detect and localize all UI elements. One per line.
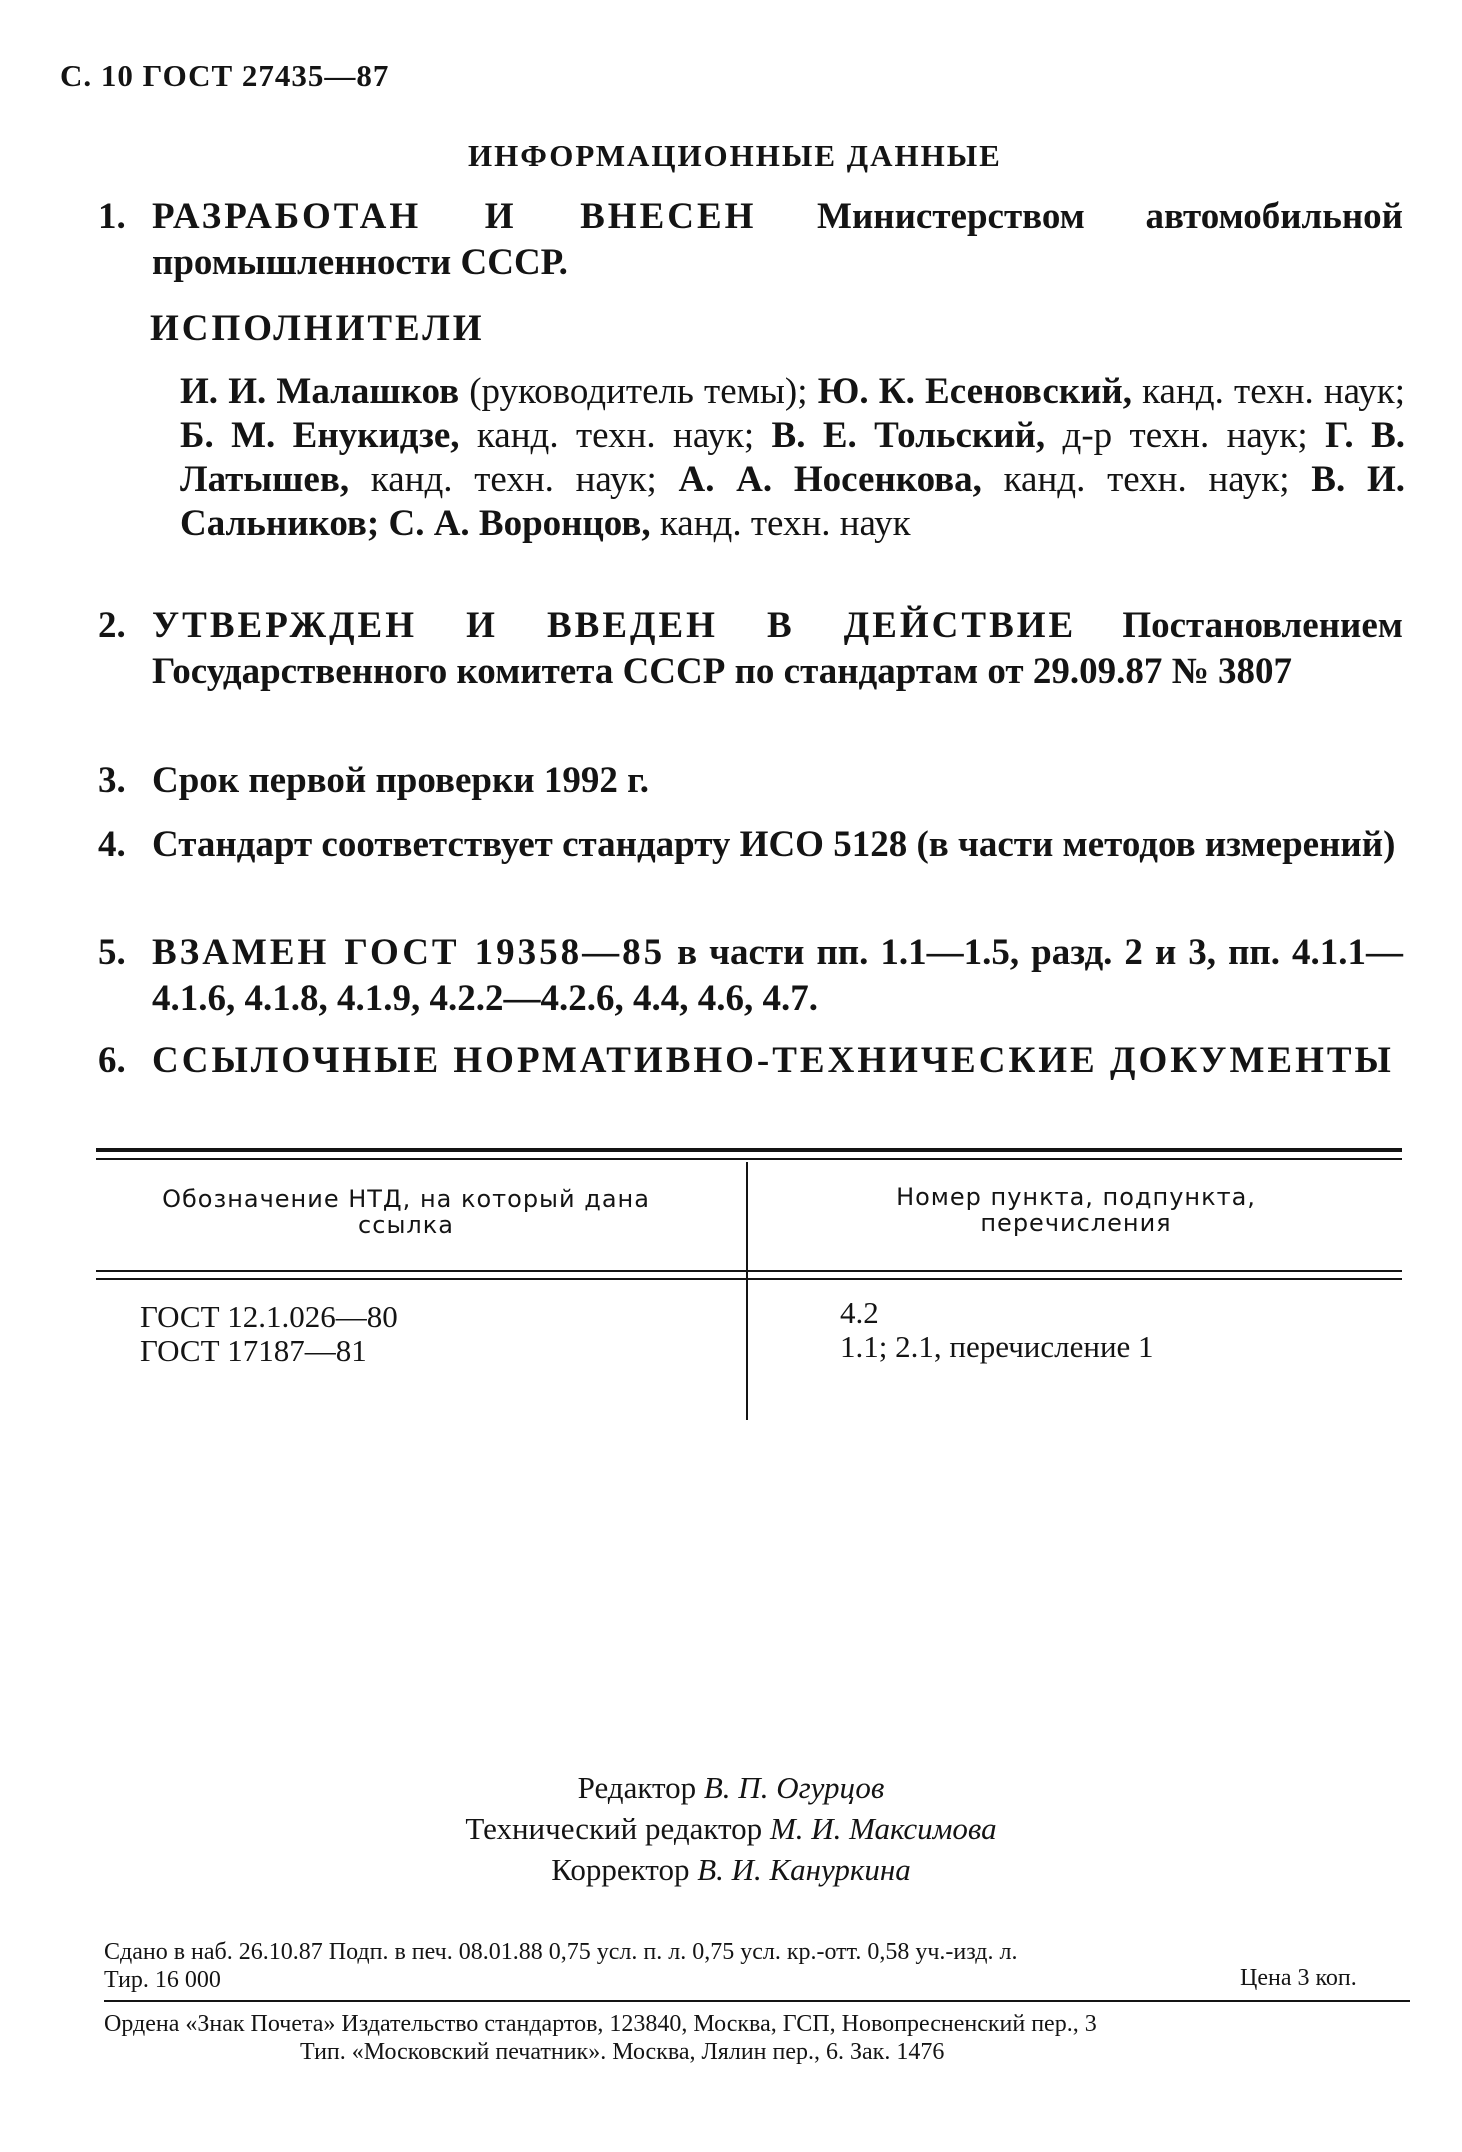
credit-name: В. И. Кануркина [697,1852,911,1887]
executors-list [180,370,1405,546]
item-caps: ССЫЛОЧНЫЕ НОРМАТИВНО-ТЕХНИЧЕСКИЕ ДОКУМЕНТЫ [152,1040,1394,1081]
item-body [152,930,1403,1022]
executor-name: Б. М. Енукидзе, [180,415,460,456]
item-1 [98,194,1403,286]
header-bottom-rule-2 [96,1278,1402,1280]
item-body [152,603,1403,695]
executor-role: канд. техн. наук; [459,415,772,456]
column-header-reference: Номер пункта, подпункта, перечисления [896,1183,1256,1237]
item-text: Стандарт соответствует стандарту ИСО 5128 (в части методов измерений) [152,824,1396,865]
item-number: 1. [98,196,126,237]
executor-name: С. А. Воронцов, [388,503,651,544]
imprint-separator [104,2000,1410,2002]
item-6 [98,1038,1403,1084]
item-text: в части пп. 1.1—1.5, разд. 2 и 3, пп. 4.1.1—4.1.6, 4.1.8, 4.1.9, 4.2.2—4.2.6, 4.4, 4.6, 4.7. [152,932,1403,1019]
item-caps: РАЗРАБОТАН И ВНЕСЕН [152,196,757,237]
executors-title: ИСПОЛНИТЕЛИ [150,308,485,349]
column-header-document: Обозначение НТД, на который дана ссылка [162,1185,650,1239]
table-row-doc: ГОСТ 17187—81 [140,1333,367,1368]
executor-name: И. И. Малашков [180,371,460,412]
executor-role: канд. техн. наук; [981,459,1312,500]
credit-editor [0,1768,1462,1808]
credit-role: Редактор [577,1770,697,1805]
item-text: Постановлением Государственного комитета СССР по стандартам от 29.09.87 № 3807 [152,605,1403,692]
item-number: 2. [98,605,126,646]
table-row-doc: ГОСТ 12.1.026—80 [140,1299,398,1334]
table-row-ref: 4.2 [840,1295,879,1330]
item-body [152,194,1403,286]
executor-role: д-р техн. наук; [1045,415,1326,456]
item-body [152,1038,1403,1084]
item-body [152,822,1403,868]
imprint-printer: Тип. «Московский печатник». Москва, Лялин пер., 6. Зак. 1476 [300,2039,945,2065]
imprint-publisher: Ордена «Знак Почета» Издательство стандартов, 123840, Москва, ГСП, Новопресненский пер., 3 [104,2011,1097,2037]
item-number: 6. [98,1040,126,1081]
credit-role: Корректор [551,1852,690,1887]
executor-name: А. А. Носенкова, [678,459,982,500]
executor-role: канд. техн. наук; [349,459,679,500]
item-4 [98,822,1403,868]
executor-name: Г. В. Латышев, [180,415,1405,500]
body-divider [746,1270,748,1420]
imprint-price: Цена 3 коп. [1240,1965,1357,1991]
credit-name: М. И. Максимова [769,1811,997,1846]
item-number: 3. [98,760,126,801]
item-5 [98,930,1403,1022]
item-number: 4. [98,824,126,865]
credit-corrector [0,1850,1462,1890]
section-title: ИНФОРМАЦИОННЫЕ ДАННЫЕ [468,138,1002,173]
reference-table [96,1148,1402,1423]
item-caps: ВЗАМЕН ГОСТ 19358—85 [152,932,666,973]
table-top-rule-thin [96,1158,1402,1160]
executor-role: (руководитель темы); [459,371,818,412]
credit-tech-editor [0,1809,1462,1849]
executor-name: В. И. Сальников; [180,459,1405,544]
page-header: С. 10 ГОСТ 27435—87 [60,58,390,93]
table-row-ref: 1.1; 2.1, перечисление 1 [840,1329,1154,1364]
item-body [152,758,1403,804]
item-number: 5. [98,932,126,973]
executor-role: канд. техн. наук [650,503,911,544]
credit-name: В. П. Огурцов [703,1770,885,1805]
item-3 [98,758,1403,804]
imprint-circulation: Тир. 16 000 [104,1967,221,1993]
credit-role: Технический редактор [465,1811,763,1846]
header-bottom-rule [96,1270,1402,1272]
header-divider [746,1162,748,1270]
item-2 [98,603,1403,695]
item-text: Срок первой проверки 1992 г. [152,760,649,801]
table-top-rule [96,1148,1402,1152]
imprint-line-1: Сдано в наб. 26.10.87 Подп. в печ. 08.01.88 0,75 усл. п. л. 0,75 усл. кр.-отт. 0,58 уч.-изд. л. [104,1939,1018,1965]
executor-name: В. Е. Тольский, [771,415,1046,456]
item-text: Министерством автомобильной промышленности СССР. [152,196,1403,283]
item-caps: УТВЕРЖДЕН И ВВЕДЕН В ДЕЙСТВИЕ [152,605,1077,646]
executor-name: Ю. К. Есеновский, [817,371,1132,412]
executor-role: канд. техн. наук; [1131,371,1405,412]
